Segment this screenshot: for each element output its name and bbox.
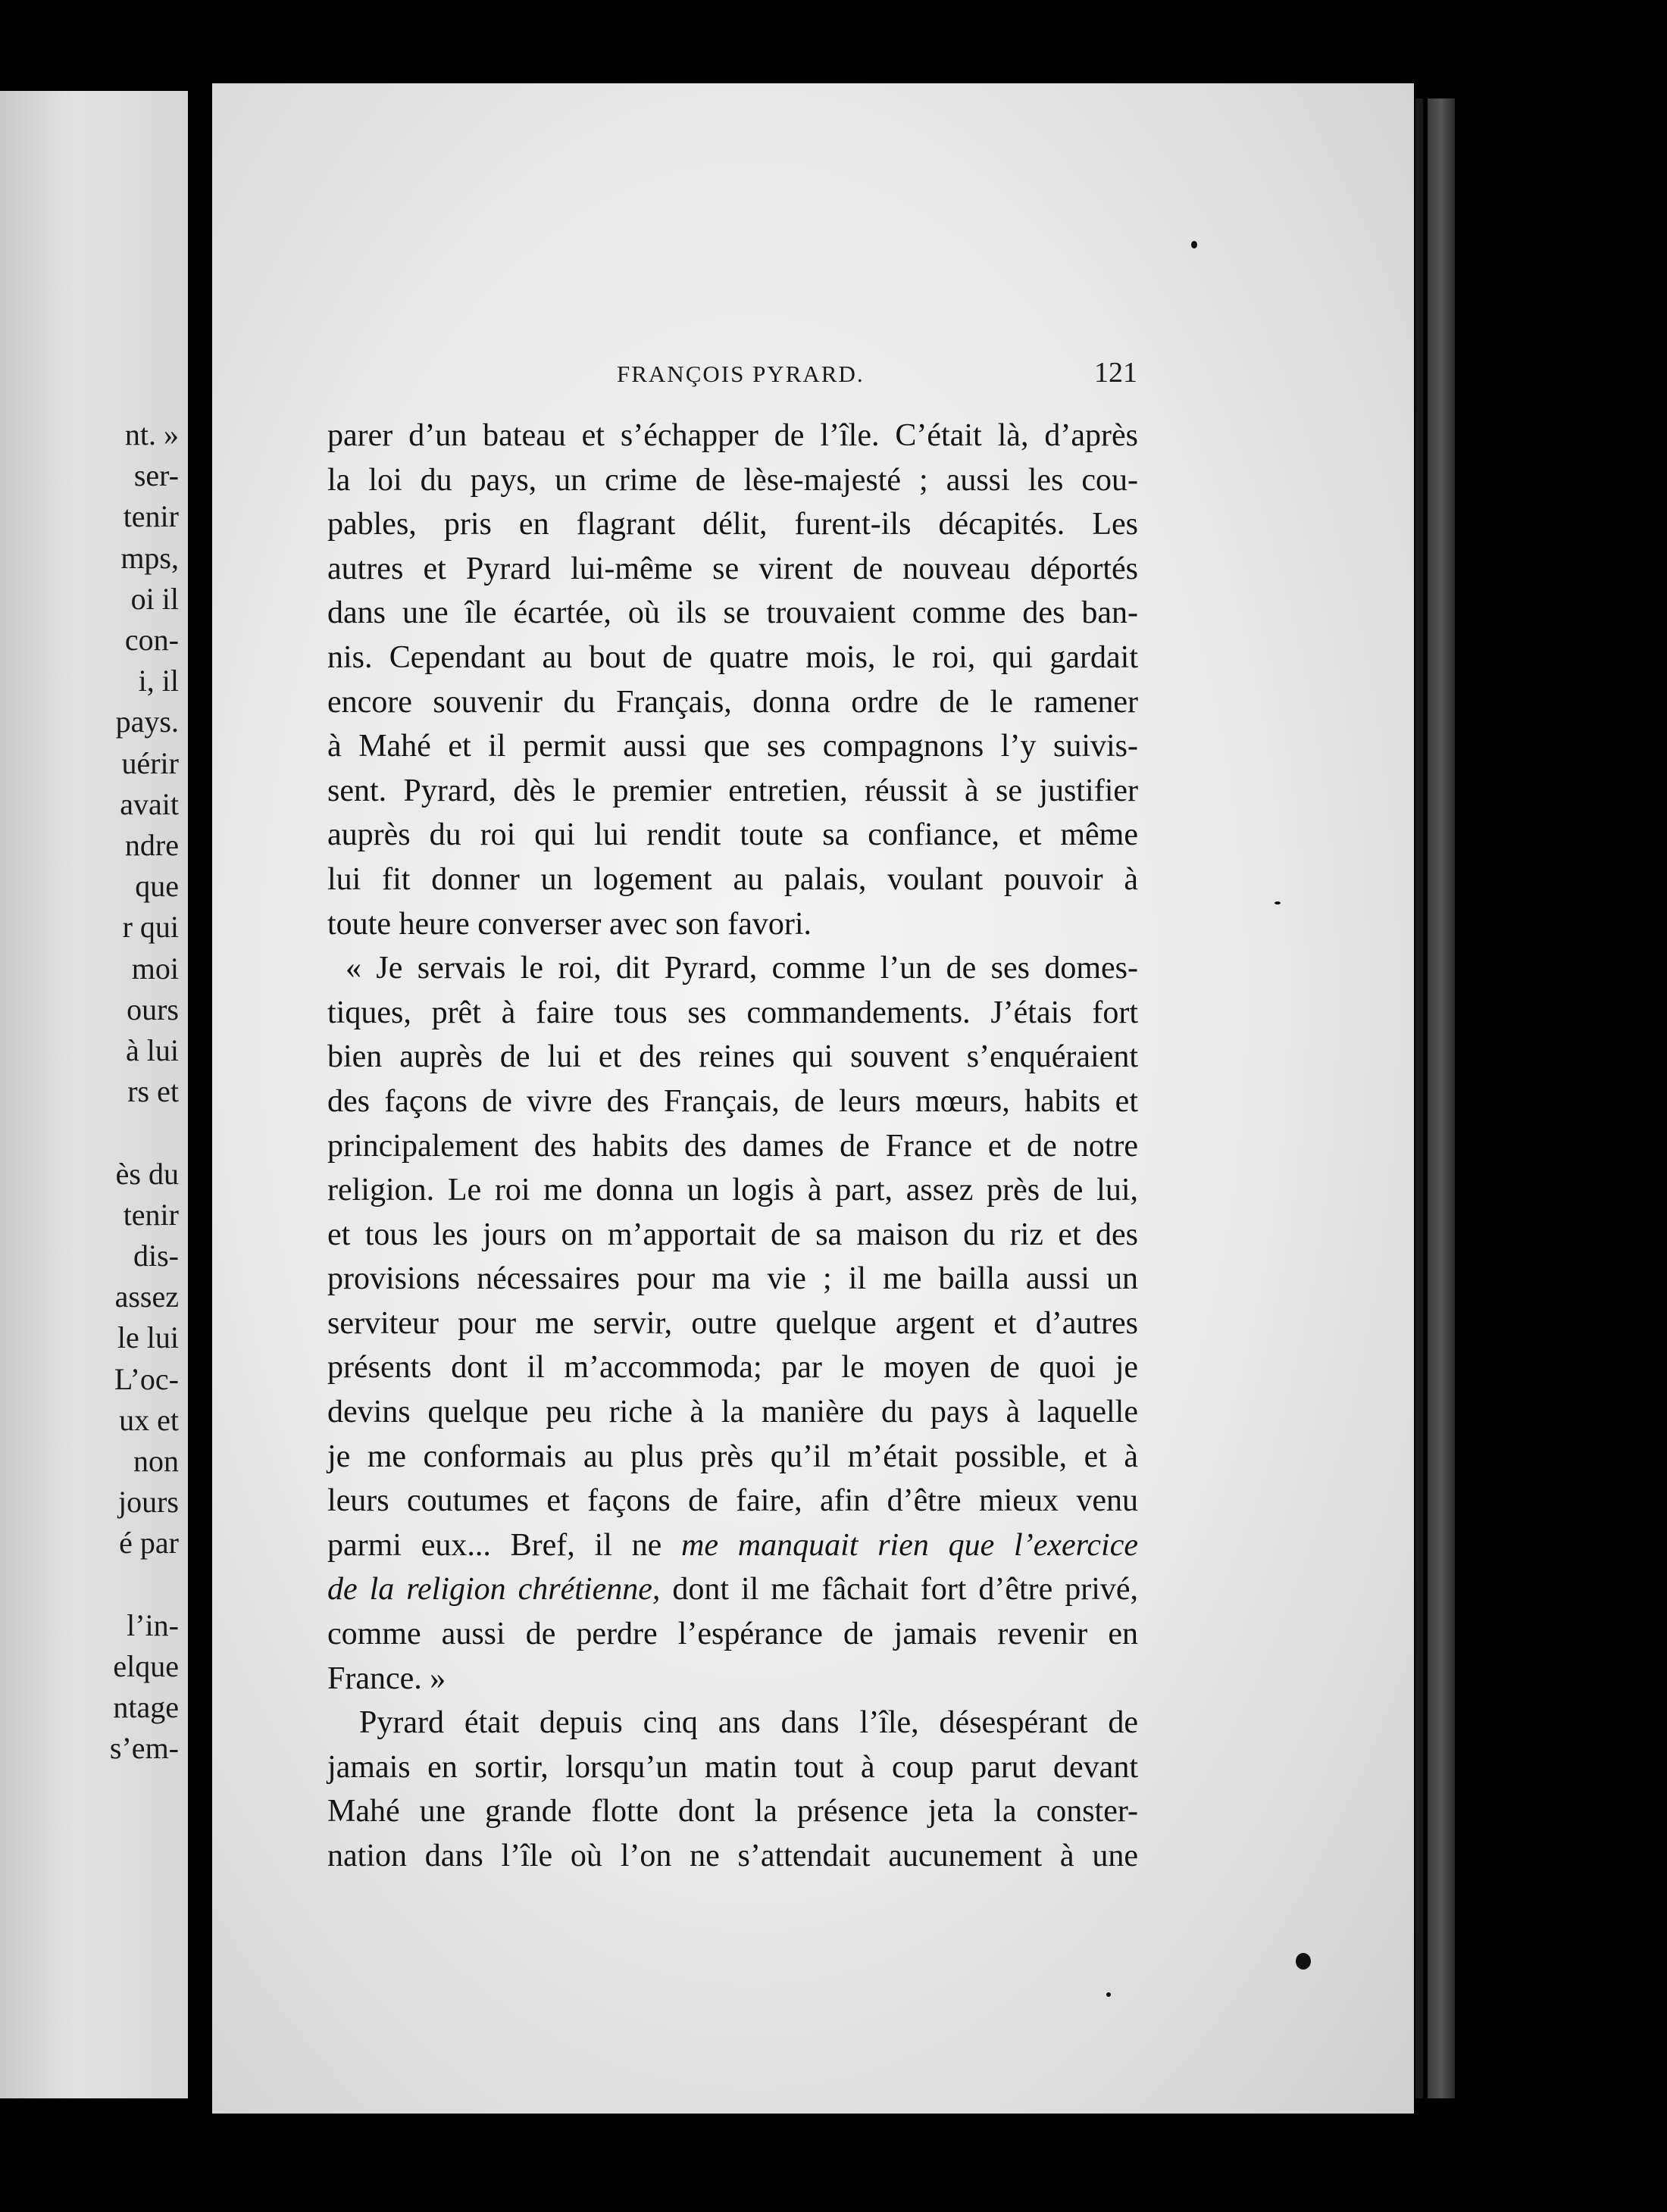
left-page-line: s’em- <box>109 1731 179 1766</box>
text-line: toute heure converser avec son favori. <box>327 906 812 942</box>
left-page-line: ès du <box>115 1156 179 1191</box>
text-line: des façons de vivre des Français, de leurs mœurs, habits et <box>327 1083 1138 1119</box>
text-line: tiques, prêt à faire tous ses commandements. J’étais fort <box>327 995 1138 1030</box>
text-line-mixed <box>327 1523 1138 1568</box>
text-line: à Mahé et il permit aussi que ses compagnons l’y suivis- <box>327 729 1138 764</box>
text-line: provisions nécessaires pour ma vie ; il me bailla aussi un <box>327 1261 1138 1297</box>
text-line: bien auprès de lui et des reines qui souvent s’enquéraient <box>327 1039 1138 1075</box>
left-page-line: mps, <box>120 540 179 575</box>
page-number: 121 <box>1094 357 1137 389</box>
text-line: Mahé une grande flotte dont la présence jeta la conster- <box>327 1794 1138 1829</box>
left-page-line: dis- <box>133 1239 179 1273</box>
left-facing-page <box>0 91 188 2098</box>
text-line: et tous les jours on m’apportait de sa maison du riz et des <box>327 1217 1138 1252</box>
left-page-line: L’oc- <box>114 1361 179 1396</box>
left-page-line: moi <box>131 951 179 986</box>
left-page-line: i, il <box>138 664 179 698</box>
left-page-line: ndre <box>124 828 179 862</box>
text-line: sent. Pyrard, dès le premier entretien, réussit à se justifier <box>327 773 1138 808</box>
scan-speck <box>1274 901 1281 904</box>
italic-span: me manquait rien que l’exercice <box>681 1527 1139 1563</box>
scan-speck <box>1191 241 1197 248</box>
left-page-line: uérir <box>121 745 179 780</box>
scan-speck <box>1296 1953 1311 1970</box>
text-line-mixed <box>327 1567 1138 1612</box>
left-page-line: é par <box>119 1526 179 1561</box>
text-line: la loi du pays, un crime de lèse-majesté ; aussi les cou- <box>327 462 1138 498</box>
text-span: dont il me fâchait fort d’être privé, <box>660 1572 1138 1607</box>
text-line: parer d’un bateau et s’échapper de l’île. C’était là, d’après <box>327 418 1138 453</box>
left-page-line: tenir <box>123 499 179 534</box>
body-text <box>327 414 1138 1879</box>
left-page-line: ours <box>127 992 179 1026</box>
text-line: Pyrard était depuis cinq ans dans l’île, désespérant de <box>359 1705 1138 1741</box>
text-line: France. » <box>327 1661 446 1696</box>
text-line: encore souvenir du Français, donna ordre de le ramener <box>327 684 1138 720</box>
left-page-line: avait <box>120 786 179 821</box>
text-line: devins quelque peu riche à la manière du pays à laquelle <box>327 1395 1138 1430</box>
text-line: jamais en sortir, lorsqu’un matin tout à coup parut devant <box>327 1749 1138 1785</box>
text-line: comme aussi de perdre l’espérance de jamais revenir en <box>327 1617 1138 1652</box>
left-page-line: ntage <box>113 1690 179 1725</box>
left-page-line: pays. <box>115 705 179 739</box>
text-line: principalement des habits des dames de France et de notre <box>327 1128 1138 1164</box>
text-line: auprès du roi qui lui rendit toute sa confiance, et même <box>327 817 1138 853</box>
text-line: lui fit donner un logement au palais, voulant pouvoir à <box>327 861 1138 897</box>
left-page-line: assez <box>114 1279 179 1314</box>
left-page-line: ux et <box>119 1402 179 1437</box>
left-page-line: l’in- <box>127 1607 179 1642</box>
scan-speck <box>1106 1992 1111 1997</box>
left-page-line: r qui <box>122 910 179 945</box>
text-line: présents dont il m’accommoda; par le moyen de quoi je <box>327 1350 1138 1386</box>
text-line: nation dans l’île où l’on ne s’attendait aucunement à une <box>327 1839 1138 1873</box>
book-spine-strip <box>1428 98 1455 2098</box>
text-line: autres et Pyrard lui-même se virent de nouveau déportés <box>327 551 1138 586</box>
running-head: FRANÇOIS PYRARD. <box>617 361 865 387</box>
left-page-line: nt. » <box>124 417 179 451</box>
text-line: « Je servais le roi, dit Pyrard, comme l’un de ses domes- <box>346 951 1138 986</box>
italic-span: de la religion chrétienne, <box>327 1572 661 1607</box>
left-page-line: à lui <box>126 1033 179 1067</box>
left-page-line: le lui <box>117 1320 179 1355</box>
left-page-line: rs et <box>127 1074 179 1109</box>
text-line: serviteur pour me servir, outre quelque argent et d’autres <box>327 1305 1138 1341</box>
text-line: dans une île écartée, où ils se trouvaient comme des ban- <box>327 595 1138 631</box>
left-page-line: jours <box>118 1485 179 1520</box>
left-page-line: que <box>135 869 179 904</box>
left-page-line: oi il <box>130 581 179 616</box>
text-line: je me conformais au plus près qu’il m’était possible, et à <box>327 1439 1138 1474</box>
text-line: leurs coutumes et façons de faire, afin d’être mieux venu <box>327 1483 1138 1519</box>
text-line: nis. Cependant au bout de quatre mois, le roi, qui gardait <box>327 639 1138 675</box>
left-page-line: elque <box>113 1649 179 1683</box>
left-page-line: con- <box>124 623 179 657</box>
text-line: religion. Le roi me donna un logis à part, assez près de lui, <box>327 1173 1138 1208</box>
text-line: pables, pris en flagrant délit, furent-ils décapités. Les <box>327 507 1138 542</box>
left-page-line: ser- <box>133 458 179 493</box>
page-edge <box>1415 98 1423 2098</box>
left-page-line: non <box>133 1444 179 1478</box>
text-span: parmi eux... Bref, il ne <box>327 1527 682 1563</box>
left-page-line: tenir <box>123 1197 179 1232</box>
